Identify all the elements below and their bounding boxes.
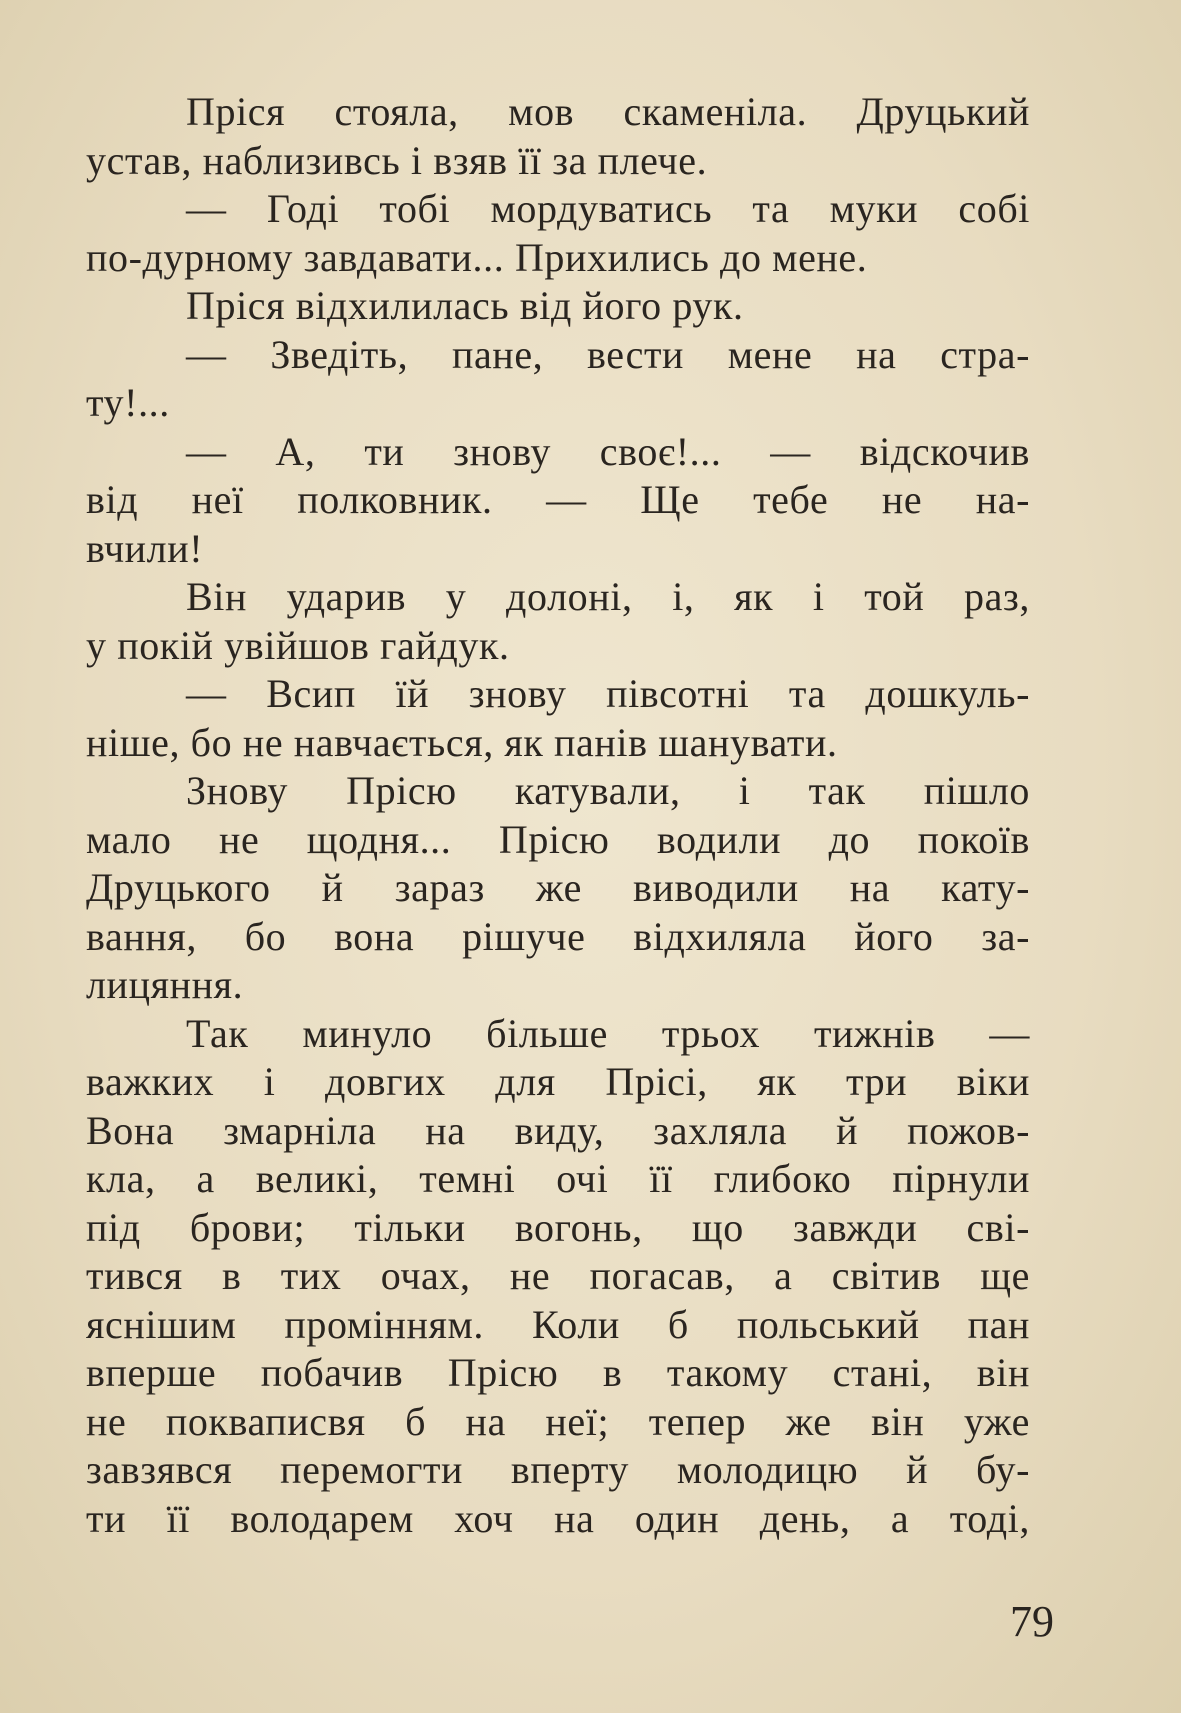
- text-line: по-дурному завдавати... Прихились до мене.: [86, 234, 868, 280]
- text-line: Так минуло більше трьох тижнів —: [186, 1010, 1030, 1056]
- text-line: Друцького й зараз же виводили на кату-: [86, 865, 1030, 910]
- text-line: — А, ти знову своє!... — відскочив: [186, 428, 1030, 474]
- text-line: устав, наблизивсь і взяв її за плече.: [86, 137, 708, 183]
- text-line: кла, а великі, темні очі її глибоко пірнули: [86, 1156, 1030, 1201]
- text-line: яснішим промінням. Коли б польський пан: [86, 1301, 1030, 1347]
- text-line: Знову Прісю катували, і так пішло: [186, 768, 1030, 813]
- text-line: — Всип їй знову півсотні та дошкуль-: [186, 671, 1030, 716]
- text-line: під брови; тільки вогонь, що завжди сві-: [86, 1204, 1030, 1250]
- text-line: ти її володарем хоч на один день, а тоді,: [86, 1495, 1030, 1541]
- text-line: Вона змарніла на виду, захляла й пожов-: [86, 1107, 1030, 1153]
- text-line: Пріся стояла, мов скаменіла. Друцький: [186, 89, 1030, 134]
- page-number: 79: [1010, 1597, 1054, 1646]
- body-text: [86, 88, 1030, 1543]
- text-line: вання, бо вона рішуче відхиляла його за-: [86, 913, 1030, 959]
- text-line: лицяння.: [86, 962, 244, 1007]
- text-line: важких і довгих для Прісі, як три віки: [86, 1059, 1030, 1104]
- text-line: Він ударив у долоні, і, як і той раз,: [186, 574, 1030, 619]
- text-line: від неї полковник. — Ще тебе не на-: [86, 477, 1030, 522]
- text-line: вперше побачив Прісю в такому стані, він: [86, 1350, 1030, 1395]
- text-line: у покій увійшов гайдук.: [86, 622, 510, 668]
- text-line: тився в тих очах, не погасав, а світив ще: [86, 1253, 1030, 1298]
- text-line: завзявся перемогти вперту молодицю й бу-: [86, 1447, 1030, 1492]
- text-line: — Годі тобі мордуватись та муки собі: [186, 186, 1030, 231]
- text-line: вчили!: [86, 525, 204, 571]
- text-line: ту!...: [86, 380, 170, 425]
- text-line: Пріся відхилилась від його рук.: [186, 283, 744, 328]
- text-line: не покваписвя б на неї; тепер же він уже: [86, 1398, 1030, 1444]
- text-line: мало не щодня... Прісю водили до покоїв: [86, 816, 1030, 862]
- text-line: ніше, бо не навчається, як панів шанувати.: [86, 719, 838, 765]
- text-line: — Зведіть, пане, вести мене на стра-: [186, 331, 1030, 377]
